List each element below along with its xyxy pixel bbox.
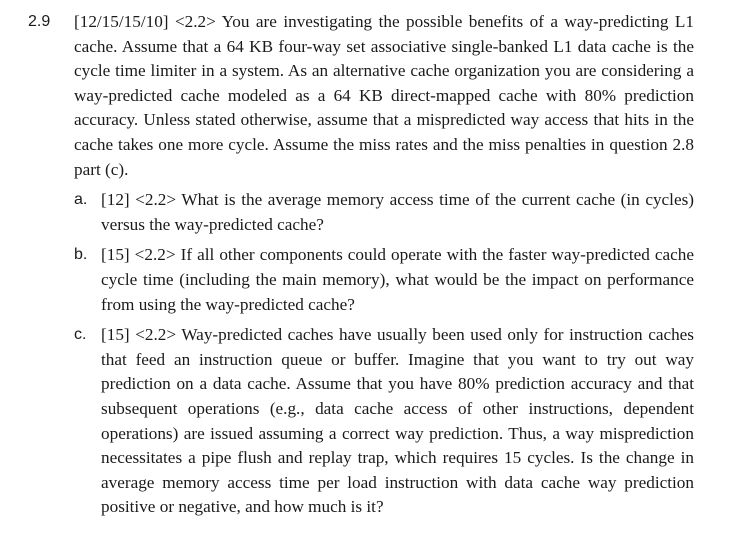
part-a-text: [12] <2.2> What is the average memory access time of the current cache (in cycles) versus the way-predicted cache? (101, 190, 694, 234)
part-b-text: [15] <2.2> If all other components could operate with the faster way-predicted cache cycle time (including the main memory), what would be the impact on performance from using the way-predicted cache? (101, 245, 694, 314)
part-b-letter: b. (74, 246, 88, 264)
part-a-letter: a. (74, 191, 88, 209)
part-a (74, 188, 694, 237)
part-c-letter: c. (74, 326, 87, 344)
part-b (74, 243, 694, 317)
part-c-text: [15] <2.2> Way-predicted caches have usually been used only for instruction caches that feed an instruction queue or buffer. Imagine that you want to try out way prediction on a data cache. Assume that you have 80% prediction accuracy and that subsequent operations (e.g., data cache access of other instructions, dependent operations) are issued assuming a correct way prediction. Thus, a way misprediction necessitates a pipe flush and replay trap, which requires 15 cycles. Is the change in average memory access time per load instruction with data cache way prediction positive or negative, and how much is it? (101, 325, 694, 517)
problem-intro: [12/15/15/10] <2.2> You are investigating the possible benefits of a way-predicting L1 cache. Assume that a 64 KB four-way set associative single-banked L1 data cache is the cycle time limiter in a system. As an alternative cache organization you are considering a way-predicted cache modeled as a 64 KB direct-mapped cache with 80% prediction accuracy. Unless stated otherwise, assume that a mispredicted way access that hits in the cache takes one more cycle. Assume the miss rates and the miss penalties in question 2.8 part (c). (74, 12, 694, 179)
part-c (74, 323, 694, 520)
problem-number: 2.9 (28, 13, 51, 30)
problem-2-9 (28, 10, 728, 520)
